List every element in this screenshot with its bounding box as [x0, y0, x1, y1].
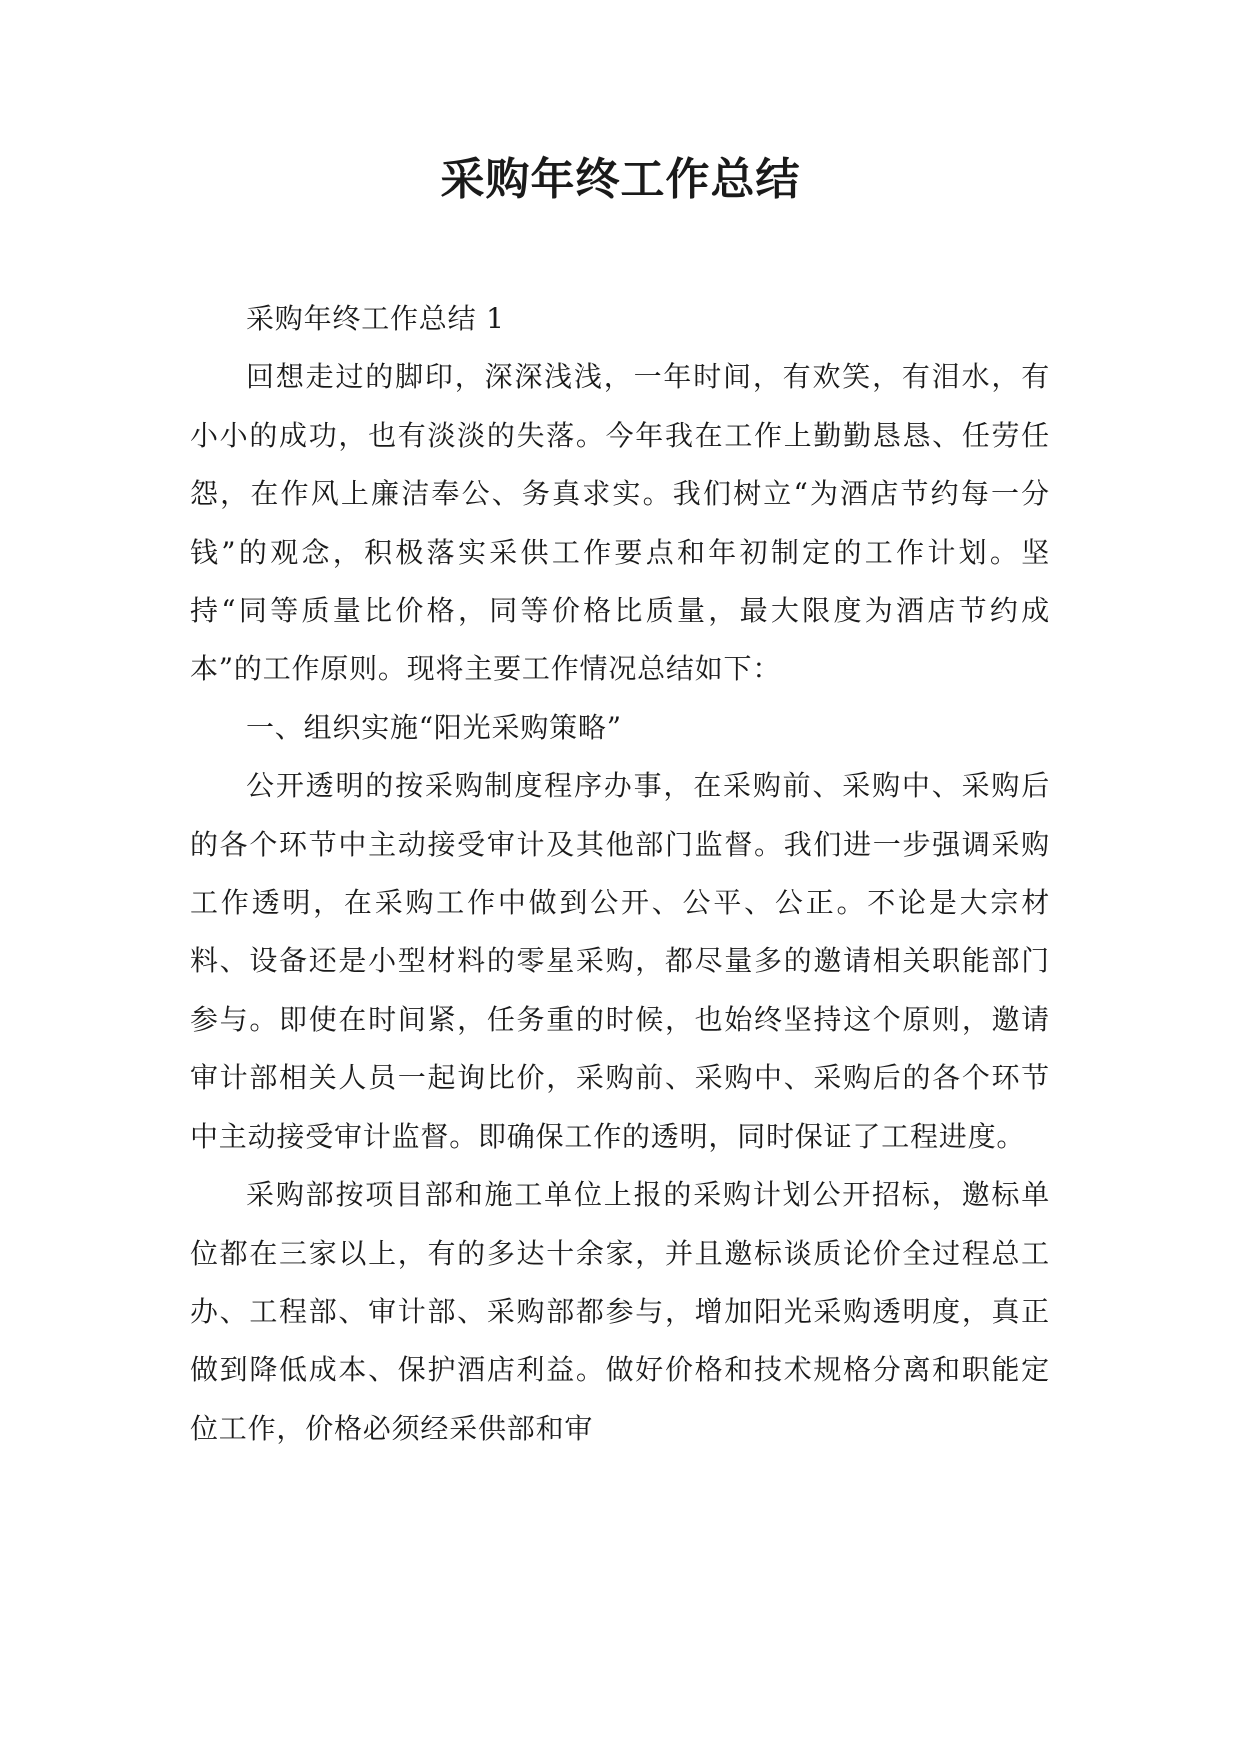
subsection-heading: 一、组织实施“阳光采购策略” — [246, 710, 622, 744]
document-title: 采购年终工作总结 — [440, 154, 801, 205]
document-body — [190, 290, 1050, 1458]
body-paragraph: 采购部按项目部和施工单位上报的采购计划公开招标，邀标单位都在三家以上，有的多达十余家，并且邀标谈质论价全过程总工办、工程部、审计部、采购部都参与，增加阳光采购透明度，真正做到降低成本、保护酒店利益。做好价格和技术规格分离和职能定位工作，价格必须经采供部和审 — [190, 1178, 1050, 1445]
body-paragraph: 回想走过的脚印，深深浅浅，一年时间，有欢笑，有泪水，有小小的成功，也有淡淡的失落。今年我在工作上勤勤恳恳、任劳任怨，在作风上廉洁奉公、务真求实。我们树立“为酒店节约每一分钱”的观念，积极落实采供工作要点和年初制定的工作计划。坚持“同等质量比价格，同等价格比质量，最大限度为酒店节约成本”的工作原则。现将主要工作情况总结如下： — [190, 360, 1050, 686]
section-heading: 采购年终工作总结 1 — [246, 302, 505, 335]
body-paragraph: 公开透明的按采购制度程序办事，在采购前、采购中、采购后的各个环节中主动接受审计及其他部门监督。我们进一步强调采购工作透明，在采购工作中做到公开、公平、公正。不论是大宗材料、设备还是小型材料的零星采购，都尽量多的邀请相关职能部门参与。即使在时间紧，任务重的时候，也始终坚持这个原则，邀请审计部相关人员一起询比价，采购前、采购中、采购后的各个环节中主动接受审计监督。即确保工作的透明，同时保证了工程进度。 — [190, 769, 1050, 1153]
